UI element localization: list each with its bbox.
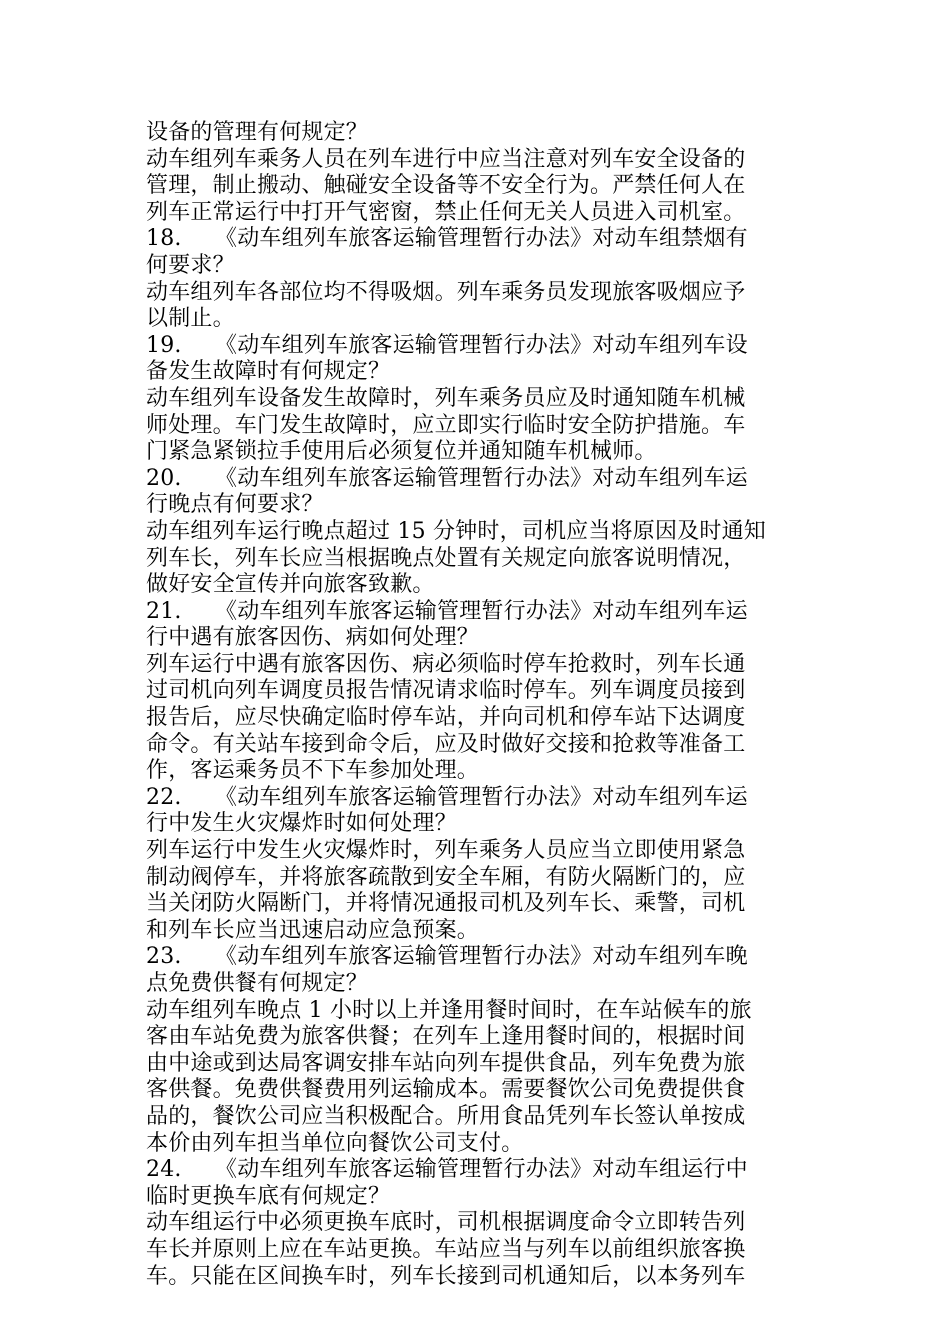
text-line: 过司机向列车调度员报告情况请求临时停车。列车调度员接到 [146, 678, 746, 704]
text-line: 管理，制止搬动、触碰安全设备等不安全行为。严禁任何人在 [146, 173, 746, 199]
text-line: 列车运行中遇有旅客因伤、病必须临时停车抢救时，列车长通 [146, 651, 746, 677]
question-heading: 行晚点有何要求？ [146, 492, 324, 518]
text-line: 由中途或到达局客调安排车站向列车提供食品，列车免费为旅 [146, 1050, 746, 1076]
question-heading: 何要求？ [146, 252, 235, 278]
text-line: 动车组列车乘务人员在列车进行中应当注意对列车安全设备的 [146, 146, 746, 172]
text-line: 作，客运乘务员不下车参加处理。 [146, 758, 480, 784]
question-heading: 点免费供餐有何规定？ [146, 971, 369, 996]
text-line: 列车正常运行中打开气密窗，禁止任何无关人员进入司机室。 [146, 199, 746, 225]
text-line: 师处理。车门发生故障时，应立即实行临时安全防护措施。车 [146, 412, 746, 438]
text-line: 品的，餐饮公司应当积极配合。所用食品凭列车长签认单按成 [146, 1103, 746, 1129]
text-line: 客供餐。免费供餐费用列运输成本。需要餐饮公司免费提供食 [146, 1077, 746, 1103]
question-heading: 21. 《动车组列车旅客运输管理暂行办法》对动车组列车运 [146, 598, 748, 624]
question-heading: 24. 《动车组列车旅客运输管理暂行办法》对动车组运行中 [146, 1157, 748, 1183]
question-heading: 20. 《动车组列车旅客运输管理暂行办法》对动车组列车运 [146, 465, 748, 491]
text-line: 客由车站免费为旅客供餐；在列车上逢用餐时间的，根据时间 [146, 1024, 746, 1050]
text-line: 以制止。 [146, 306, 235, 332]
text-line: 报告后，应尽快确定临时停车站，并向司机和停车站下达调度 [146, 705, 746, 731]
question-heading: 22. 《动车组列车旅客运输管理暂行办法》对动车组列车运 [146, 784, 748, 810]
text-line: 设备的管理有何规定？ [146, 120, 369, 145]
text-line: 命令。有关站车接到命令后，应及时做好交接和抢救等准备工 [146, 731, 746, 757]
text-line: 车。只能在区间换车时，列车长接到司机通知后，以本务列车 [146, 1263, 746, 1289]
text-line: 动车组运行中必须更换车底时，司机根据调度命令立即转告列 [146, 1210, 746, 1236]
document-body [146, 120, 816, 1290]
text-line: 门紧急紧锁拉手使用后必须复位并通知随车机械师。 [146, 439, 657, 465]
question-heading: 临时更换车底有何规定？ [146, 1183, 391, 1209]
text-line: 制动阀停车，并将旅客疏散到安全车厢，有防火隔断门的，应 [146, 864, 746, 890]
text-line: 动车组列车各部位均不得吸烟。列车乘务员发现旅客吸烟应予 [146, 279, 746, 305]
text-line: 本价由列车担当单位向餐饮公司支付。 [146, 1130, 524, 1156]
text-line: 列车运行中发生火灾爆炸时，列车乘务人员应当立即使用紧急 [146, 838, 746, 864]
question-heading: 行中发生火灾爆炸时如何处理？ [146, 811, 457, 837]
text-line: 动车组列车晚点 1 小时以上并逢用餐时间时，在车站候车的旅 [146, 997, 752, 1023]
text-line: 动车组列车设备发生故障时，列车乘务员应及时通知随车机械 [146, 385, 746, 411]
text-line: 和列车长应当迅速启动应急预案。 [146, 917, 480, 943]
text-line: 做好安全宣传并向旅客致歉。 [146, 572, 435, 598]
question-heading: 18. 《动车组列车旅客运输管理暂行办法》对动车组禁烟有 [146, 226, 748, 252]
question-heading: 19. 《动车组列车旅客运输管理暂行办法》对动车组列车设 [146, 332, 748, 358]
text-line: 当关闭防火隔断门，并将情况通报司机及列车长、乘警，司机 [146, 891, 746, 917]
question-heading: 23. 《动车组列车旅客运输管理暂行办法》对动车组列车晚 [146, 944, 748, 970]
text-line: 列车长，列车长应当根据晚点处置有关规定向旅客说明情况， [146, 545, 746, 571]
text-line: 车长并原则上应在车站更换。车站应当与列车以前组织旅客换 [146, 1236, 746, 1262]
question-heading: 行中遇有旅客因伤、病如何处理？ [146, 625, 480, 651]
question-heading: 备发生故障时有何规定？ [146, 359, 391, 385]
text-line: 动车组列车运行晚点超过 15 分钟时，司机应当将原因及时通知 [146, 518, 766, 544]
